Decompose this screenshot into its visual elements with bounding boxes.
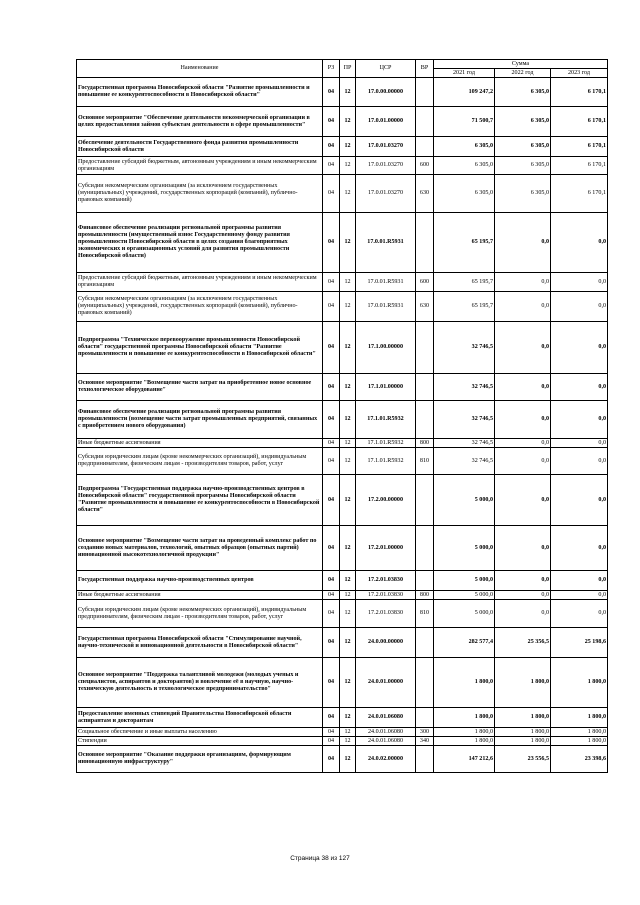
- cell-2023: 1 800,0: [551, 728, 608, 737]
- cell-vr: [416, 571, 434, 591]
- cell-csr: 17.2.01.00000: [356, 526, 416, 571]
- cell-2022: 0,0: [495, 439, 551, 448]
- cell-csr: 17.0.01.03270: [356, 157, 416, 175]
- cell-csr: 17.0.01.03270: [356, 137, 416, 157]
- table-row: [77, 157, 608, 175]
- cell-2021: 5 000,0: [434, 571, 495, 591]
- header-vr: ВР: [416, 60, 434, 78]
- header-2023: 2023 год: [551, 69, 608, 78]
- header-rz: РЗ: [323, 60, 340, 78]
- cell-vr: 340: [416, 737, 434, 746]
- cell-vr: [416, 475, 434, 526]
- cell-2023: 0,0: [551, 526, 608, 571]
- cell-rz: 04: [323, 439, 340, 448]
- cell-2023: 6 170,1: [551, 107, 608, 137]
- cell-pr: 12: [340, 273, 356, 292]
- table-row: [77, 746, 608, 773]
- cell-name: Основное мероприятие "Обеспечение деятельности некоммерческой организации в целях предоставления займов субъектам деятельности в сфере промышленности": [77, 107, 323, 137]
- cell-rz: 04: [323, 746, 340, 773]
- cell-csr: 17.2.01.03830: [356, 600, 416, 628]
- cell-name: Субсидии некоммерческим организациям (за исключением государственных (муниципальных) учреждений, государственных корпораций (компаний), публично-правовых компаний): [77, 175, 323, 213]
- cell-rz: 04: [323, 571, 340, 591]
- cell-2022: 0,0: [495, 401, 551, 439]
- cell-2021: 65 195,7: [434, 273, 495, 292]
- cell-rz: 04: [323, 213, 340, 273]
- cell-2023: 6 170,1: [551, 157, 608, 175]
- cell-pr: 12: [340, 728, 356, 737]
- cell-csr: 17.0.01.R5931: [356, 213, 416, 273]
- cell-csr: 17.0.01.R5931: [356, 273, 416, 292]
- cell-vr: [416, 322, 434, 374]
- cell-rz: 04: [323, 374, 340, 401]
- cell-pr: 12: [340, 591, 356, 600]
- cell-2022: 25 356,5: [495, 628, 551, 658]
- cell-2021: 6 305,0: [434, 157, 495, 175]
- cell-vr: 810: [416, 600, 434, 628]
- cell-pr: 12: [340, 526, 356, 571]
- budget-table: [76, 59, 608, 773]
- cell-2023: 0,0: [551, 600, 608, 628]
- cell-rz: 04: [323, 728, 340, 737]
- cell-2022: 0,0: [495, 213, 551, 273]
- table-row: [77, 213, 608, 273]
- cell-rz: 04: [323, 78, 340, 107]
- cell-rz: 04: [323, 292, 340, 322]
- cell-csr: 17.2.01.03830: [356, 571, 416, 591]
- cell-csr: 17.0.00.00000: [356, 78, 416, 107]
- cell-pr: 12: [340, 175, 356, 213]
- table-row: [77, 448, 608, 475]
- table-row: [77, 591, 608, 600]
- cell-2021: 65 195,7: [434, 213, 495, 273]
- cell-vr: 600: [416, 273, 434, 292]
- cell-rz: 04: [323, 107, 340, 137]
- cell-2023: 0,0: [551, 571, 608, 591]
- cell-2022: 0,0: [495, 475, 551, 526]
- table-row: [77, 292, 608, 322]
- cell-vr: [416, 374, 434, 401]
- cell-vr: 800: [416, 591, 434, 600]
- cell-2021: 65 195,7: [434, 292, 495, 322]
- cell-csr: 17.0.01.R5931: [356, 292, 416, 322]
- table-body: [77, 78, 608, 773]
- cell-csr: 17.1.00.00000: [356, 322, 416, 374]
- cell-2023: 6 170,1: [551, 137, 608, 157]
- cell-2023: 23 398,6: [551, 746, 608, 773]
- cell-2023: 1 800,0: [551, 708, 608, 728]
- cell-2023: 0,0: [551, 322, 608, 374]
- cell-csr: 17.2.01.03830: [356, 591, 416, 600]
- cell-2021: 6 305,0: [434, 175, 495, 213]
- cell-vr: [416, 401, 434, 439]
- cell-name: Финансовое обеспечение реализации региональной программы развития промышленности (возмещение части затрат промышленных предприятий, связанных с приобретением нового оборудования): [77, 401, 323, 439]
- cell-2023: 25 198,6: [551, 628, 608, 658]
- cell-pr: 12: [340, 322, 356, 374]
- cell-vr: [416, 213, 434, 273]
- cell-name: Предоставление субсидий бюджетным, автономным учреждениям и иным некоммерческим организациям: [77, 273, 323, 292]
- table-row: [77, 526, 608, 571]
- cell-2021: 1 800,0: [434, 728, 495, 737]
- cell-pr: 12: [340, 571, 356, 591]
- cell-csr: 24.0.01.06080: [356, 737, 416, 746]
- cell-2021: 282 577,4: [434, 628, 495, 658]
- table-row: [77, 322, 608, 374]
- cell-vr: [416, 526, 434, 571]
- cell-2021: 5 000,0: [434, 591, 495, 600]
- cell-vr: [416, 658, 434, 708]
- cell-name: Предоставление субсидий бюджетным, автономным учреждениям и иным некоммерческим организациям: [77, 157, 323, 175]
- header-csr: ЦСР: [356, 60, 416, 78]
- page-number: Страница 38 из 127: [290, 855, 350, 862]
- cell-2021: 5 000,0: [434, 526, 495, 571]
- cell-vr: 600: [416, 157, 434, 175]
- cell-vr: [416, 628, 434, 658]
- table-row: [77, 628, 608, 658]
- cell-pr: 12: [340, 628, 356, 658]
- cell-csr: 17.0.01.03270: [356, 175, 416, 213]
- cell-pr: 12: [340, 658, 356, 708]
- table-row: [77, 728, 608, 737]
- table-row: [77, 175, 608, 213]
- cell-pr: 12: [340, 746, 356, 773]
- cell-2021: 147 212,6: [434, 746, 495, 773]
- cell-vr: [416, 107, 434, 137]
- table-row: [77, 658, 608, 708]
- cell-2022: 1 800,0: [495, 658, 551, 708]
- cell-name: Основное мероприятие "Возмещение части затрат на приобретенное новое основное технологическое оборудование": [77, 374, 323, 401]
- header-sums: Сумма: [434, 60, 608, 69]
- cell-vr: [416, 746, 434, 773]
- cell-2021: 5 000,0: [434, 600, 495, 628]
- cell-rz: 04: [323, 448, 340, 475]
- cell-2022: 6 305,0: [495, 107, 551, 137]
- cell-pr: 12: [340, 137, 356, 157]
- cell-csr: 17.1.01.R5932: [356, 439, 416, 448]
- cell-2023: 6 170,1: [551, 78, 608, 107]
- cell-name: Основное мероприятие "Возмещение части затрат на проведенный комплекс работ по созданию новых материалов, технологий, опытных образцов (опытных партий) инновационной высокотехнологичной продукции": [77, 526, 323, 571]
- cell-name: Подпрограмма "Техническое перевооружение промышленности Новосибирской области" государственной программы Новосибирской области "Развитие промышленности и повышение ее конкурентоспособности в Новосибирской области": [77, 322, 323, 374]
- cell-name: Государственная поддержка научно-производственных центров: [77, 571, 323, 591]
- cell-2022: 6 305,0: [495, 175, 551, 213]
- cell-2023: 0,0: [551, 374, 608, 401]
- cell-2021: 71 500,7: [434, 107, 495, 137]
- cell-2021: 32 746,5: [434, 448, 495, 475]
- cell-name: Обеспечение деятельности Государственного фонда развития промышленности Новосибирской области: [77, 137, 323, 157]
- cell-name: Государственная программа Новосибирской области "Стимулирование научной, научно-технической и инновационной деятельности в Новосибирской области": [77, 628, 323, 658]
- cell-rz: 04: [323, 737, 340, 746]
- cell-2021: 32 746,5: [434, 439, 495, 448]
- cell-2022: 0,0: [495, 292, 551, 322]
- cell-vr: [416, 78, 434, 107]
- table-row: [77, 737, 608, 746]
- cell-vr: [416, 137, 434, 157]
- cell-name: Подпрограмма "Государственная поддержка научно-производственных центров в Новосибирской области" государственной программы Новосибирской области "Развитие промышленности и повышение ее конкурентоспособности в Новосибирской области": [77, 475, 323, 526]
- cell-2021: 6 305,0: [434, 137, 495, 157]
- cell-pr: 12: [340, 292, 356, 322]
- cell-2021: 109 247,2: [434, 78, 495, 107]
- header-2021: 2021 год: [434, 69, 495, 78]
- cell-2022: 0,0: [495, 374, 551, 401]
- cell-2021: 32 746,5: [434, 322, 495, 374]
- cell-name: Субсидии юридическим лицам (кроме некоммерческих организаций), индивидуальным предпринимателям, физическим лицам - производителям товаров, работ, услуг: [77, 448, 323, 475]
- table-row: [77, 401, 608, 439]
- cell-2022: 6 305,0: [495, 78, 551, 107]
- cell-2021: 1 800,0: [434, 658, 495, 708]
- cell-rz: 04: [323, 708, 340, 728]
- cell-vr: [416, 708, 434, 728]
- header-pr: ПР: [340, 60, 356, 78]
- cell-rz: 04: [323, 273, 340, 292]
- cell-2022: 0,0: [495, 571, 551, 591]
- cell-csr: 17.2.00.00000: [356, 475, 416, 526]
- cell-csr: 17.0.01.00000: [356, 107, 416, 137]
- table-row: [77, 273, 608, 292]
- cell-2023: 0,0: [551, 591, 608, 600]
- cell-2023: 0,0: [551, 213, 608, 273]
- cell-rz: 04: [323, 628, 340, 658]
- table-row: [77, 137, 608, 157]
- cell-rz: 04: [323, 157, 340, 175]
- cell-name: Основное мероприятие "Оказание поддержки организациям, формирующим инновационную инфраструктуру": [77, 746, 323, 773]
- cell-2022: 0,0: [495, 448, 551, 475]
- table-row: [77, 107, 608, 137]
- cell-2021: 5 000,0: [434, 475, 495, 526]
- cell-2023: 6 170,1: [551, 175, 608, 213]
- cell-pr: 12: [340, 213, 356, 273]
- cell-rz: 04: [323, 475, 340, 526]
- cell-2022: 23 556,5: [495, 746, 551, 773]
- cell-2022: 1 800,0: [495, 728, 551, 737]
- cell-rz: 04: [323, 658, 340, 708]
- cell-2021: 32 746,5: [434, 401, 495, 439]
- cell-csr: 24.0.00.00000: [356, 628, 416, 658]
- cell-name: Основное мероприятие "Поддержка талантливой молодежи (молодых ученых и специалистов, аспирантов и докторантов) и вовлечение её в научную, научно-техническую деятельность и технологическое предпринимательство": [77, 658, 323, 708]
- cell-2022: 6 305,0: [495, 157, 551, 175]
- cell-vr: 300: [416, 728, 434, 737]
- cell-2023: 0,0: [551, 401, 608, 439]
- cell-pr: 12: [340, 78, 356, 107]
- cell-pr: 12: [340, 401, 356, 439]
- cell-csr: 24.0.01.00000: [356, 658, 416, 708]
- table-row: [77, 475, 608, 526]
- cell-2021: 32 746,5: [434, 374, 495, 401]
- cell-pr: 12: [340, 157, 356, 175]
- cell-csr: 17.1.01.R5932: [356, 401, 416, 439]
- cell-vr: 800: [416, 439, 434, 448]
- cell-pr: 12: [340, 448, 356, 475]
- table-row: [77, 708, 608, 728]
- cell-rz: 04: [323, 526, 340, 571]
- cell-2023: 0,0: [551, 273, 608, 292]
- cell-vr: 630: [416, 292, 434, 322]
- table-row: [77, 571, 608, 591]
- header-name: Наименование: [77, 60, 323, 78]
- cell-csr: 17.1.01.R5932: [356, 448, 416, 475]
- cell-pr: 12: [340, 439, 356, 448]
- cell-rz: 04: [323, 600, 340, 628]
- cell-csr: 24.0.01.06080: [356, 728, 416, 737]
- cell-rz: 04: [323, 322, 340, 374]
- table-header: [77, 60, 608, 78]
- cell-pr: 12: [340, 708, 356, 728]
- cell-2023: 0,0: [551, 448, 608, 475]
- cell-csr: 24.0.02.00000: [356, 746, 416, 773]
- cell-rz: 04: [323, 401, 340, 439]
- table-row: [77, 600, 608, 628]
- cell-pr: 12: [340, 600, 356, 628]
- cell-2023: 0,0: [551, 292, 608, 322]
- cell-pr: 12: [340, 475, 356, 526]
- cell-2023: 0,0: [551, 475, 608, 526]
- cell-vr: 630: [416, 175, 434, 213]
- cell-name: Социальное обеспечение и иные выплаты населению: [77, 728, 323, 737]
- cell-name: Предоставление именных стипендий Правительства Новосибирской области аспирантам и докторантам: [77, 708, 323, 728]
- cell-pr: 12: [340, 374, 356, 401]
- cell-name: Стипендии: [77, 737, 323, 746]
- cell-2022: 0,0: [495, 322, 551, 374]
- cell-2021: 1 800,0: [434, 708, 495, 728]
- cell-2022: 0,0: [495, 526, 551, 571]
- cell-2022: 0,0: [495, 591, 551, 600]
- cell-2023: 0,0: [551, 439, 608, 448]
- cell-2022: 1 800,0: [495, 708, 551, 728]
- cell-rz: 04: [323, 591, 340, 600]
- header-2022: 2022 год: [495, 69, 551, 78]
- cell-name: Финансовое обеспечение реализации региональной программы развития промышленности (имущественный взнос Государственному фонду развития промышленности Новосибирской области в целях создания благоприятных экономических и организационных условий для развития промышленности Новосибирской области): [77, 213, 323, 273]
- cell-rz: 04: [323, 175, 340, 213]
- cell-2023: 1 800,0: [551, 737, 608, 746]
- cell-name: Иные бюджетные ассигнования: [77, 591, 323, 600]
- cell-rz: 04: [323, 137, 340, 157]
- cell-2021: 1 800,0: [434, 737, 495, 746]
- cell-csr: 17.1.01.00000: [356, 374, 416, 401]
- cell-pr: 12: [340, 737, 356, 746]
- cell-name: Иные бюджетные ассигнования: [77, 439, 323, 448]
- cell-name: Субсидии некоммерческим организациям (за исключением государственных (муниципальных) учреждений, государственных корпораций (компаний), публично-правовых компаний): [77, 292, 323, 322]
- cell-2022: 0,0: [495, 600, 551, 628]
- table-row: [77, 78, 608, 107]
- cell-csr: 24.0.01.06080: [356, 708, 416, 728]
- cell-2022: 1 800,0: [495, 737, 551, 746]
- cell-2023: 1 800,0: [551, 658, 608, 708]
- cell-2022: 6 305,0: [495, 137, 551, 157]
- cell-name: Субсидии юридическим лицам (кроме некоммерческих организаций), индивидуальным предпринимателям, физическим лицам - производителям товаров, работ, услуг: [77, 600, 323, 628]
- table-row: [77, 439, 608, 448]
- cell-vr: 810: [416, 448, 434, 475]
- cell-name: Государственная программа Новосибирской области "Развитие промышленности и повышение ее конкурентоспособности в Новосибирской области": [77, 78, 323, 107]
- cell-2022: 0,0: [495, 273, 551, 292]
- table-row: [77, 374, 608, 401]
- cell-pr: 12: [340, 107, 356, 137]
